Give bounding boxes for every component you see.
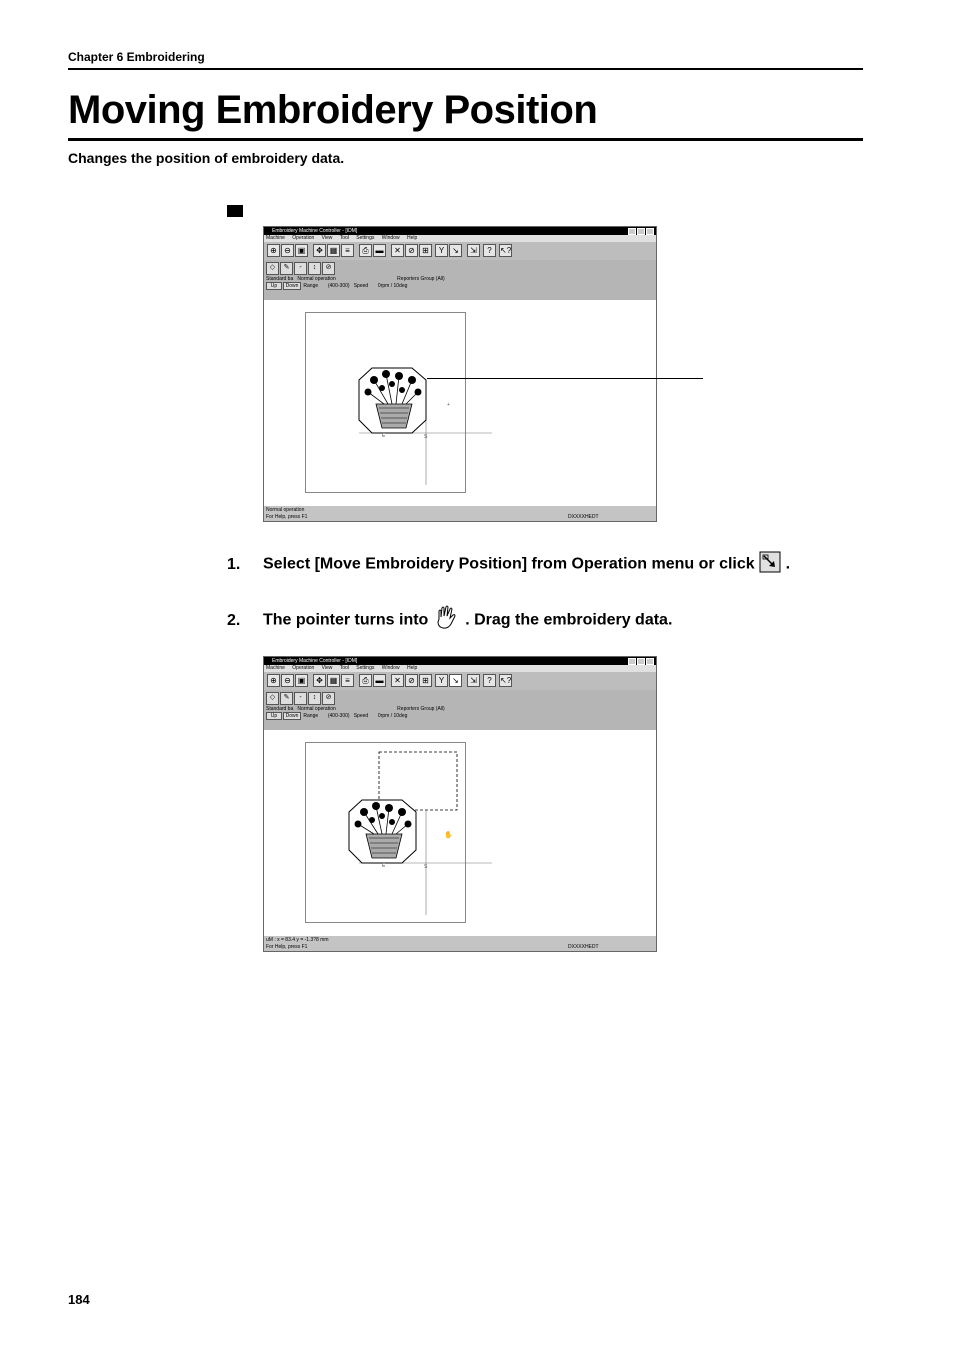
step-number: 2. [227, 611, 241, 629]
status-machine: DXXXXHEDT [568, 944, 599, 950]
svg-text:S: S [424, 434, 428, 440]
help-icon[interactable]: ? [483, 244, 496, 257]
view-icon[interactable]: ⊞ [419, 244, 432, 257]
svg-text:S: S [424, 864, 428, 870]
needle-icon[interactable]: Y [435, 244, 448, 257]
machine-icon[interactable]: ▬ [373, 674, 386, 687]
status-help: For Help, press F1 [266, 514, 308, 520]
svg-text:E: E [382, 433, 386, 439]
panel-tool-3[interactable]: - [294, 262, 307, 275]
step-number: 1. [227, 555, 241, 573]
context-help-icon[interactable]: ↖? [500, 246, 512, 255]
send-icon[interactable]: ⇲ [467, 244, 480, 257]
menu-operation[interactable]: Operation [292, 665, 315, 671]
menubar [264, 665, 656, 672]
cancel-icon[interactable]: ✕ [391, 674, 404, 687]
panel-tool-3[interactable]: - [294, 692, 307, 705]
panel-tool-2[interactable]: ✎ [280, 692, 293, 705]
cancel-icon[interactable]: ✕ [391, 244, 404, 257]
menu-view[interactable]: View [321, 235, 333, 241]
window-titlebar [264, 657, 656, 665]
down-button[interactable]: Down [283, 712, 301, 720]
move-embroidery-position-icon [759, 551, 781, 578]
title-rule [68, 138, 863, 141]
screenshot-before [263, 226, 657, 522]
statusbar [264, 506, 656, 521]
panel-tool-5[interactable]: ⊘ [322, 262, 335, 275]
grid-icon[interactable]: ▦ [327, 244, 340, 257]
panel-label-operation: Normal operation [297, 276, 336, 282]
embroidery-canvas[interactable] [264, 300, 656, 508]
section-marker [227, 205, 243, 217]
toolbar [264, 242, 656, 260]
menubar [264, 235, 656, 242]
menu-window[interactable]: Window [381, 235, 400, 241]
panel-label-standard: Standard ba [266, 706, 294, 712]
step-text-end: . [785, 555, 791, 573]
up-button[interactable]: Up [266, 712, 282, 720]
machine-icon[interactable]: ▬ [373, 244, 386, 257]
list-icon[interactable]: ≡ [341, 244, 354, 257]
print-icon[interactable]: ⎙ [359, 244, 372, 257]
embroidery-design [264, 300, 657, 508]
control-panel [264, 260, 656, 300]
grid-icon[interactable]: ▦ [327, 674, 340, 687]
panel-tool-5[interactable]: ⊘ [322, 692, 335, 705]
panel-tool-2[interactable]: ✎ [280, 262, 293, 275]
zoom-out-icon[interactable]: ⊖ [281, 674, 294, 687]
status-machine: DXXXXHEDT [568, 514, 599, 520]
page-subtitle: Changes the position of embroidery data. [68, 150, 345, 166]
control-panel [264, 690, 656, 730]
list-icon[interactable]: ≡ [341, 674, 354, 687]
menu-machine[interactable]: Machine [266, 235, 285, 241]
menu-operation[interactable]: Operation [292, 235, 315, 241]
zoom-window-icon[interactable]: ▣ [295, 244, 308, 257]
menu-tool[interactable]: Tool [339, 665, 349, 671]
window-title: Embroidery Machine Controller - [IDM] [272, 228, 358, 234]
stop-icon[interactable]: ⊘ [405, 244, 418, 257]
window-titlebar [264, 227, 656, 235]
range-value: (400-300) [327, 283, 350, 289]
step-text-end: . Drag the embroidery data. [465, 611, 673, 629]
send-icon[interactable]: ⇲ [467, 674, 480, 687]
help-icon[interactable]: ? [483, 674, 496, 687]
chapter-label: Chapter 6 Embroidering [68, 50, 205, 64]
status-help: For Help, press F1 [266, 944, 308, 950]
menu-tool[interactable]: Tool [339, 235, 349, 241]
stop-icon[interactable]: ⊘ [405, 674, 418, 687]
down-button[interactable]: Down [283, 282, 301, 290]
menu-help[interactable]: Help [406, 235, 418, 241]
move-embroidery-icon[interactable]: ↘ [449, 244, 462, 257]
svg-text:✋: ✋ [444, 832, 453, 839]
context-help-icon[interactable]: ↖? [500, 676, 512, 685]
view-icon[interactable]: ⊞ [419, 674, 432, 687]
step-1 [227, 551, 790, 578]
panel-tool-1[interactable]: ◇ [266, 262, 279, 275]
hand-pointer-icon [433, 605, 461, 636]
up-button[interactable]: Up [266, 282, 282, 290]
svg-text:+: + [447, 402, 450, 408]
panel-tool-1[interactable]: ◇ [266, 692, 279, 705]
panel-label-group: Reporters Group (All) [397, 706, 445, 712]
fit-icon[interactable]: ✥ [313, 674, 326, 687]
needle-icon[interactable]: Y [435, 674, 448, 687]
menu-view[interactable]: View [321, 665, 333, 671]
range-label: Range [303, 713, 319, 719]
speed-label: Speed [353, 283, 369, 289]
step-2 [227, 605, 672, 636]
panel-label-group: Reporters Group (All) [397, 276, 445, 282]
screenshot-after [263, 656, 657, 952]
window-title: Embroidery Machine Controller - [IDM] [272, 658, 358, 664]
zoom-window-icon[interactable]: ▣ [295, 674, 308, 687]
menu-settings[interactable]: Settings [356, 665, 375, 671]
status-message: Normal operation [266, 507, 305, 513]
toolbar [264, 672, 656, 690]
move-embroidery-icon[interactable]: ↘ [449, 674, 462, 687]
speed-value: 0rpm / 10deg [377, 283, 408, 289]
svg-text:E: E [382, 863, 386, 869]
speed-label: Speed [353, 713, 369, 719]
embroidery-design [264, 730, 657, 938]
step-text: Select [Move Embroidery Position] from Operation menu or click [263, 555, 755, 573]
page-number: 184 [68, 1292, 90, 1307]
step-text: The pointer turns into [263, 611, 429, 629]
menu-window[interactable]: Window [381, 665, 400, 671]
menu-machine[interactable]: Machine [266, 665, 285, 671]
panel-label-standard: Standard ba [266, 276, 294, 282]
menu-help[interactable]: Help [406, 665, 418, 671]
panel-tool-4[interactable]: ↕ [308, 262, 321, 275]
chapter-rule [68, 68, 863, 70]
fit-icon[interactable]: ✥ [313, 244, 326, 257]
range-label: Range [303, 283, 319, 289]
status-coordinates: uM : x = 83.4 y = -1.3?8 mm [266, 937, 329, 943]
panel-label-operation: Normal operation [297, 706, 336, 712]
menu-settings[interactable]: Settings [356, 235, 375, 241]
print-icon[interactable]: ⎙ [359, 674, 372, 687]
callout-line [427, 378, 703, 379]
panel-tool-4[interactable]: ↕ [308, 692, 321, 705]
embroidery-canvas[interactable] [264, 730, 656, 938]
zoom-in-icon[interactable]: ⊕ [267, 244, 280, 257]
zoom-out-icon[interactable]: ⊖ [281, 244, 294, 257]
page-title: Moving Embroidery Position [68, 88, 598, 132]
statusbar [264, 936, 656, 951]
range-value: (400-300) [327, 713, 350, 719]
zoom-in-icon[interactable]: ⊕ [267, 674, 280, 687]
speed-value: 0rpm / 10deg [377, 713, 408, 719]
